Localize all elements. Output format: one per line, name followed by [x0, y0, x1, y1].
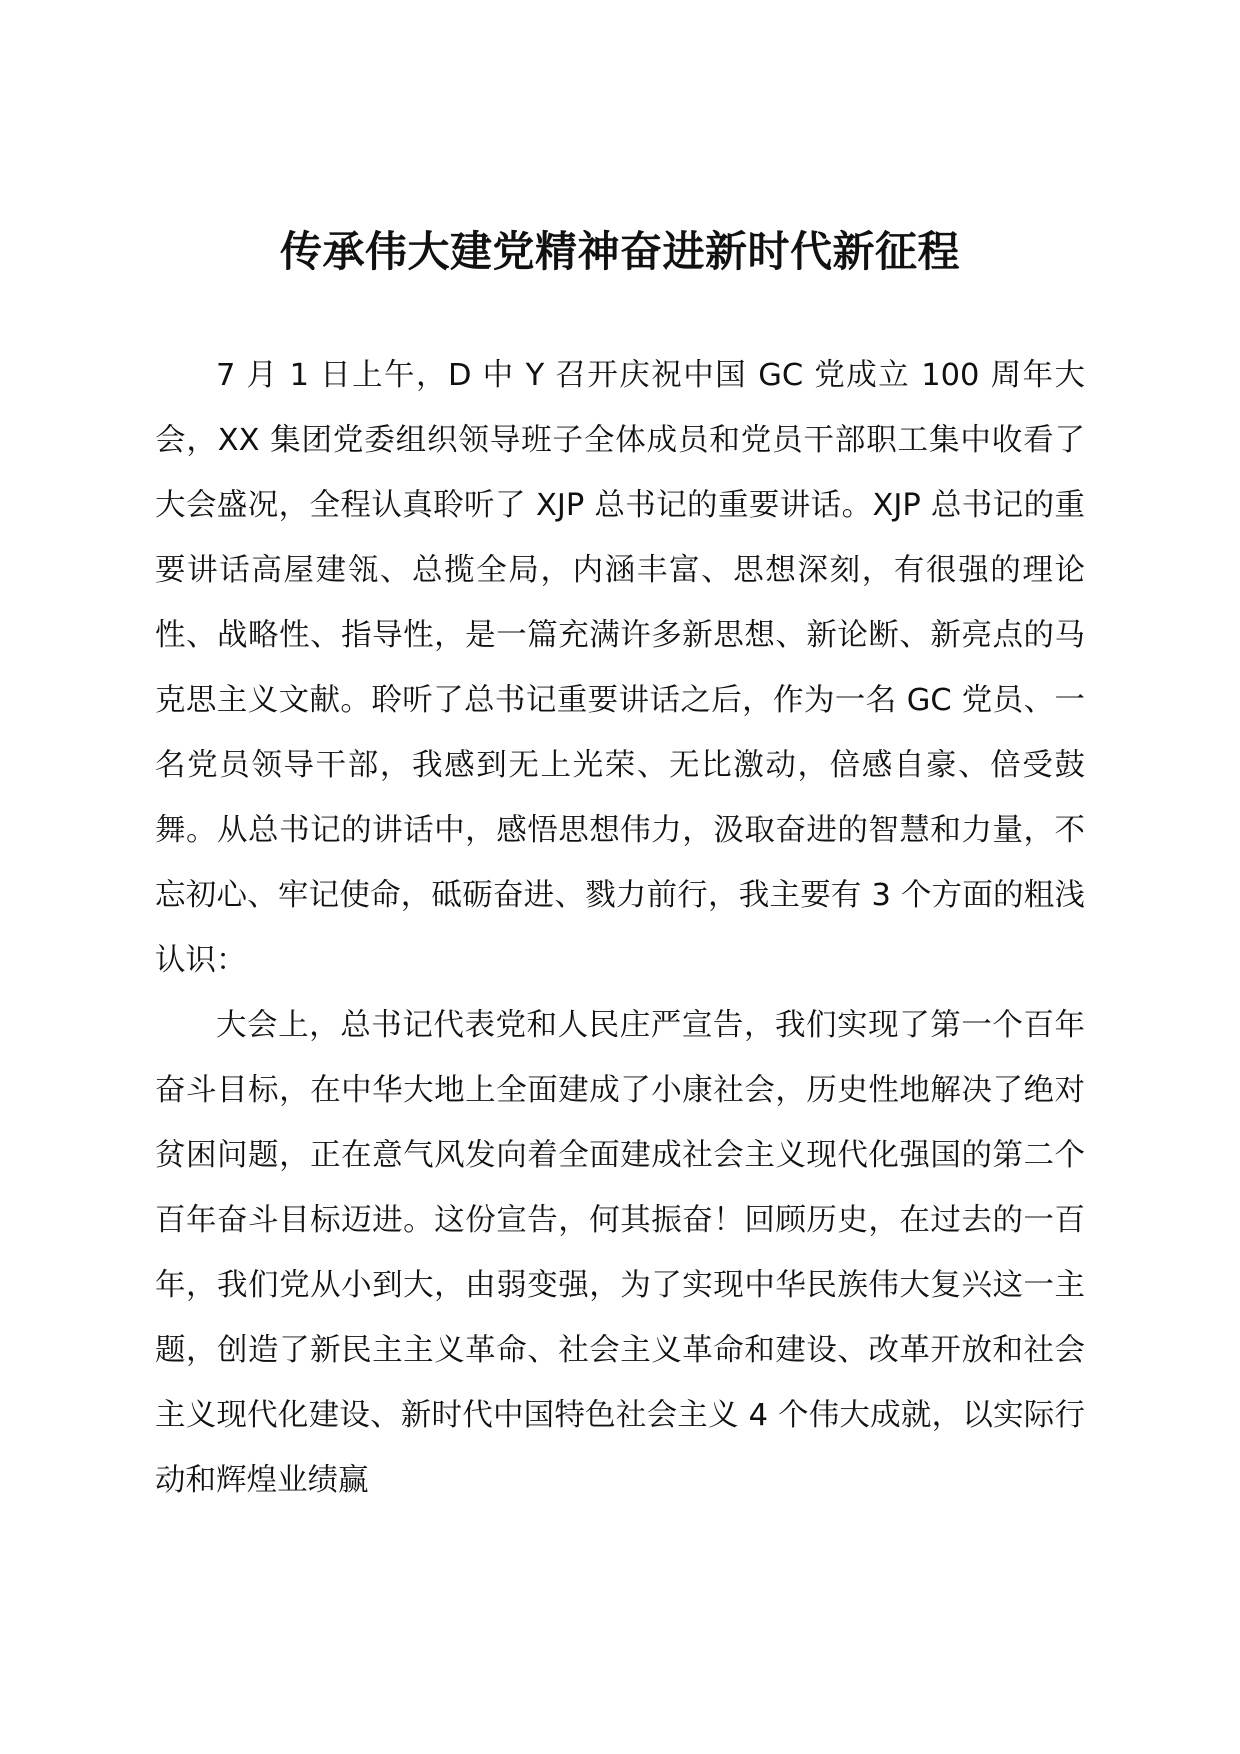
document-title: 传承伟大建党精神奋进新时代新征程: [279, 227, 960, 276]
paragraph-1: 7 月 1 日上午，D 中 Y 召开庆祝中国 GC 党成立 100 周年大会，XX 集团党委组织领导班子全体成员和党员干部职工集中收看了大会盛况，全程认真聆听了 XJP 总书记的重要讲话。XJP 总书记的重要讲话高屋建瓴、总揽全局，内涵丰富、思想深刻，有很强的理论性、战略性、指导性，是一篇充满许多新思想、新论断、新亮点的马克思主义文献。聆听了总书记重要讲话之后，作为一名 GC 党员、一名党员领导干部，我感到无上光荣、无比激动，倍感自豪、倍受鼓舞。从总书记的讲话中，感悟思想伟力，汲取奋进的智慧和力量，不忘初心、牢记使命，砥砺奋进、戮力前行，我主要有 3 个方面的粗浅认识：: [155, 358, 1085, 978]
document-body: [155, 343, 1085, 1513]
paragraph-2: 大会上，总书记代表党和人民庄严宣告，我们实现了第一个百年奋斗目标，在中华大地上全面建成了小康社会，历史性地解决了绝对贫困问题，正在意气风发向着全面建成社会主义现代化强国的第二个百年奋斗目标迈进。这份宣告，何其振奋！回顾历史，在过去的一百年，我们党从小到大，由弱变强，为了实现中华民族伟大复兴这一主题，创造了新民主主义革命、社会主义革命和建设、改革开放和社会主义现代化建设、新时代中国特色社会主义 4 个伟大成就，以实际行动和辉煌业绩赢: [155, 1008, 1085, 1498]
